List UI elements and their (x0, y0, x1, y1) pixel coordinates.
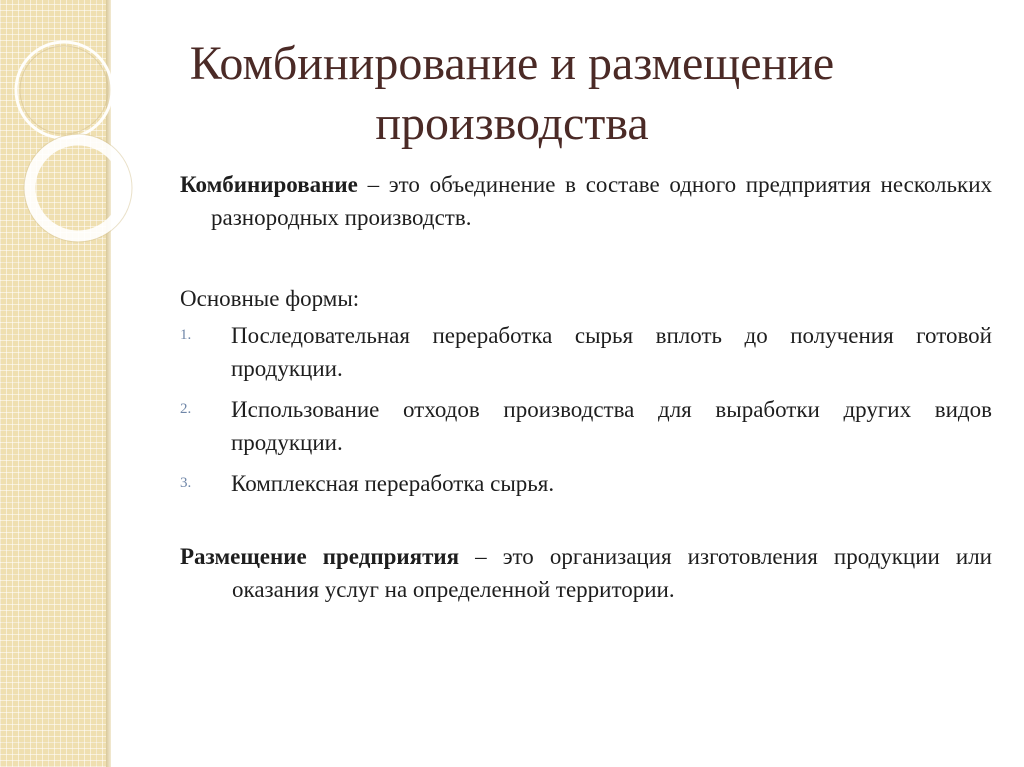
list-item (180, 467, 992, 500)
definition-combining (180, 168, 992, 234)
decorative-rings (0, 0, 140, 290)
list-text: Комплексная переработка сырья. (231, 471, 555, 496)
list-text: Последовательная переработка сырья вплоть до получения готовой продукции. (231, 323, 992, 381)
definition-placement-term: Размещение предприятия (180, 544, 460, 569)
list-text: Использование отходов производства для выработки других видов продукции. (231, 397, 992, 455)
list-item (180, 319, 992, 385)
slide-title: Комбинирование и размещение производства (189, 37, 835, 150)
definition-placement (180, 540, 992, 606)
definition-combining-text: – это объединение в составе одного предприятия нескольких разнородных производств. (211, 172, 992, 230)
forms-heading: Основные формы: (180, 286, 360, 311)
list-number: 1. (180, 327, 192, 343)
list-number: 2. (180, 401, 192, 417)
definition-placement-text: – это организация изготовления продукции или оказания услуг на определенной территории. (232, 544, 992, 602)
definition-combining-term: Комбинирование (180, 172, 358, 197)
slide-content (180, 168, 992, 606)
list-item (180, 393, 992, 459)
forms-list (180, 319, 992, 500)
list-number: 3. (180, 475, 192, 491)
